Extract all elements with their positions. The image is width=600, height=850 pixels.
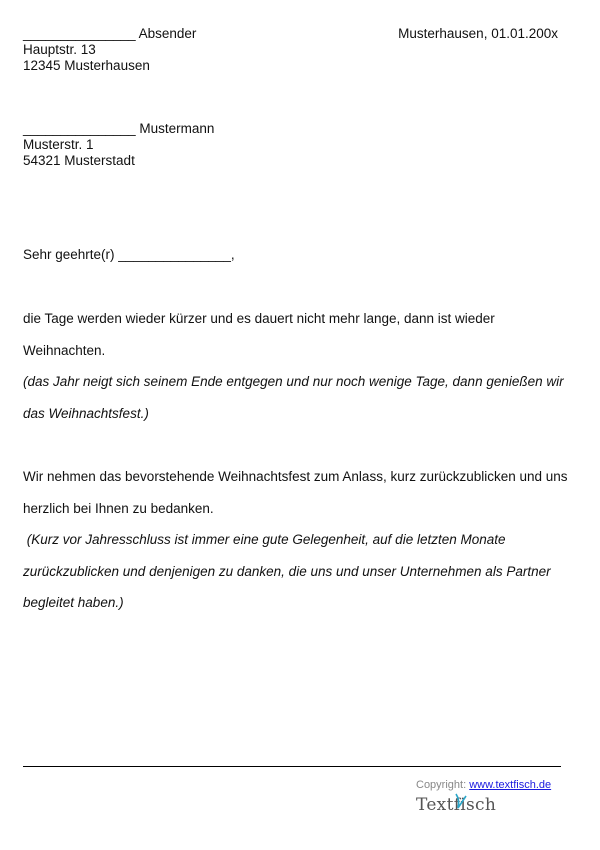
paragraph-2-text: Wir nehmen das bevorstehende Weihnachtsfest zum Anlass, kurz zurückzublicken und uns herzlich bei Ihnen zu bedanken. (23, 469, 568, 516)
sender-blank: _______________ (23, 26, 136, 41)
recipient-blank: _______________ (23, 121, 136, 136)
website-link[interactable]: www.textfisch.de (469, 779, 552, 791)
paragraph-1-text: die Tage werden wieder kürzer und es dauert nicht mehr lange, dann ist wieder Weihnachten. (23, 311, 495, 358)
recipient-block (23, 121, 214, 169)
copyright-label: Copyright: (416, 779, 467, 791)
recipient-label: Mustermann (139, 121, 215, 136)
recipient-city: 54321 Musterstadt (23, 153, 135, 168)
sender-city: 12345 Musterhausen (23, 58, 150, 73)
paragraph-1-note: (das Jahr neigt sich seinem Ende entgegen und nur noch wenige Tage, dann genießen wir das Weihnachtsfest.) (23, 374, 564, 421)
paragraph-2-note: (Kurz vor Jahresschluss ist immer eine gute Gelegenheit, auf die letzten Monate zurückzublicken und denjenigen zu danken, die uns und unser Unternehmen als Partner begleitet haben.) (23, 532, 555, 610)
textfisch-logo (416, 790, 506, 818)
sender-line (23, 26, 196, 42)
salutation: Sehr geehrte(r) _______________, (23, 247, 235, 262)
sender-street: Hauptstr. 13 (23, 42, 96, 57)
paragraph-1 (23, 303, 568, 429)
sender-block (23, 26, 196, 74)
footer-divider (23, 766, 561, 767)
recipient-line (23, 121, 214, 137)
paragraph-2 (23, 461, 568, 619)
logo-wordmark: Textfisch (416, 795, 497, 815)
sender-label: Absender (138, 26, 197, 41)
recipient-street: Musterstr. 1 (23, 137, 94, 152)
place-date: Musterhausen, 01.01.200x (398, 26, 558, 41)
